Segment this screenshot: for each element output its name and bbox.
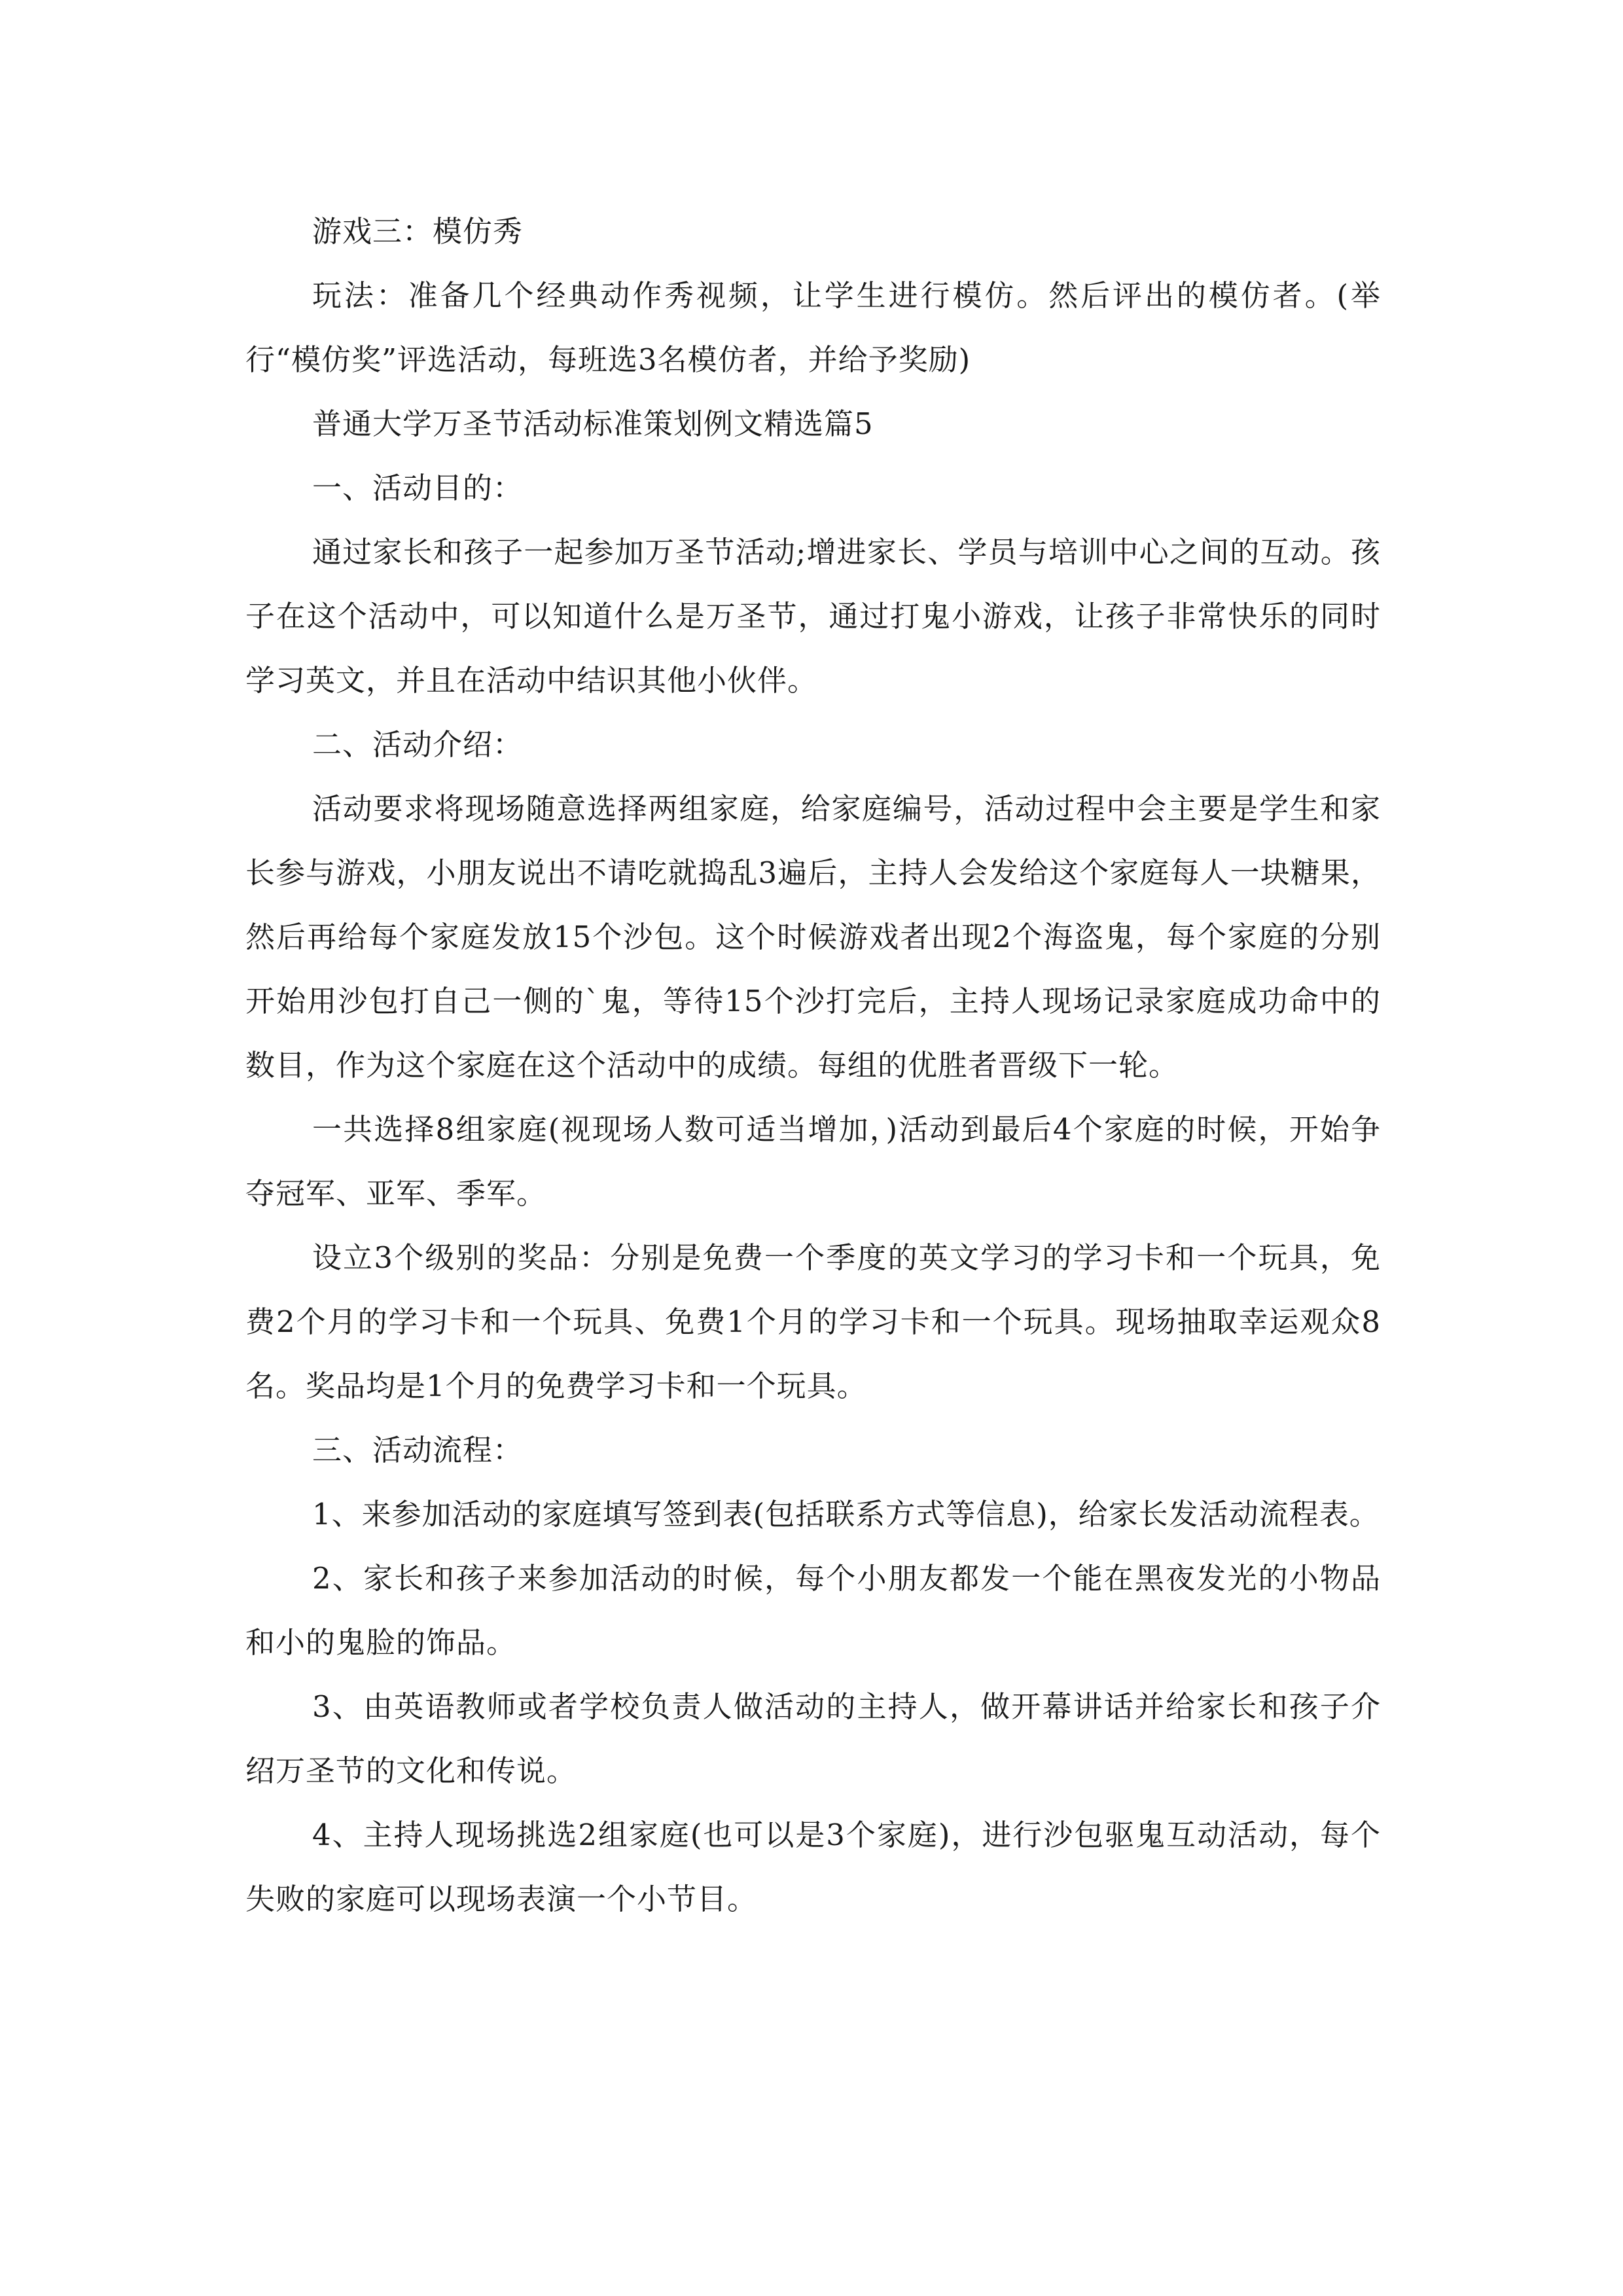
process-step-2: 2、家长和孩子来参加活动的时候，每个小朋友都发一个能在黑夜发光的小物品和小的鬼脸的饰品。 [245, 1561, 1381, 1660]
section-heading-process: 三、活动流程： [312, 1433, 524, 1467]
paragraph-purpose: 通过家长和孩子一起参加万圣节活动;增进家长、学员与培训中心之间的互动。孩子在这个活动中，可以知道什么是万圣节，通过打鬼小游戏，让孩子非常快乐的同时学习英文，并且在活动中结识其他小伙伴。 [245, 535, 1381, 698]
document-body [245, 200, 1381, 1931]
paragraph-selection: 一共选择8组家庭(视现场人数可适当增加，)活动到最后4个家庭的时候，开始争夺冠军、亚军、季军。 [245, 1112, 1381, 1211]
paragraph-introduction: 活动要求将现场随意选择两组家庭，给家庭编号，活动过程中会主要是学生和家长参与游戏，小朋友说出不请吃就捣乱3遍后，主持人会发给这个家庭每人一块糖果，然后再给每个家庭发放15个沙包。这个时候游戏者出现2个海盗鬼，每个家庭的分别开始用沙包打自己一侧的`鬼，等待15个沙打完后，主持人现场记录家庭成功命中的数目，作为这个家庭在这个活动中的成绩。每组的优胜者晋级下一轮。 [245, 791, 1381, 1083]
paragraph-game-rules: 玩法：准备几个经典动作秀视频，让学生进行模仿。然后评出的模仿者。(举行“模仿奖”评选活动，每班选3名模仿者，并给予奖励) [245, 278, 1381, 377]
article-title: 普通大学万圣节活动标准策划例文精选篇5 [312, 406, 874, 441]
section-heading-purpose: 一、活动目的： [312, 471, 524, 505]
paragraph-prizes: 设立3个级别的奖品：分别是免费一个季度的英文学习的学习卡和一个玩具，免费2个月的学习卡和一个玩具、免费1个月的学习卡和一个玩具。现场抽取幸运观众8名。奖品均是1个月的免费学习卡和一个玩具。 [245, 1240, 1381, 1403]
process-step-4: 4、主持人现场挑选2组家庭(也可以是3个家庭)，进行沙包驱鬼互动活动，每个失败的家庭可以现场表演一个小节目。 [245, 1818, 1381, 1916]
section-heading-game-three: 游戏三：模仿秀 [312, 214, 524, 249]
process-step-1: 1、来参加活动的家庭填写签到表(包括联系方式等信息)，给家长发活动流程表。 [312, 1497, 1380, 1532]
process-step-3: 3、由英语教师或者学校负责人做活动的主持人，做开幕讲话并给家长和孩子介绍万圣节的文化和传说。 [245, 1689, 1381, 1788]
section-heading-introduction: 二、活动介绍： [312, 727, 524, 762]
